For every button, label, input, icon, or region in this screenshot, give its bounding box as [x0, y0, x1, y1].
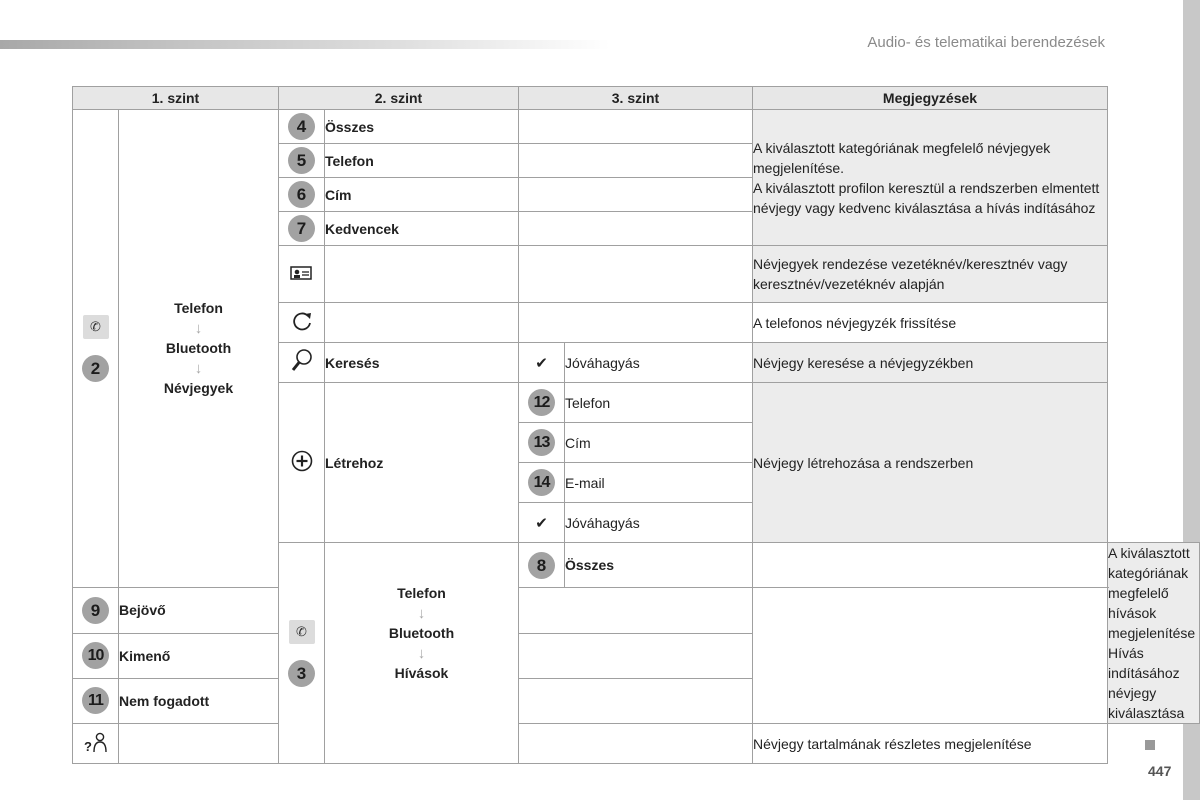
number-badge: 12	[528, 389, 555, 416]
menu-item-label: Cím	[325, 178, 519, 212]
submenu-label: E-mail	[565, 463, 753, 503]
menu-item-label: Bejövő	[119, 588, 279, 633]
submenu-label: Cím	[565, 423, 753, 463]
arrow-down-icon: ↓	[194, 320, 203, 338]
phone-handset-icon: ✆	[83, 315, 109, 339]
arrow-down-icon: ↓	[417, 644, 426, 662]
contact-card-icon	[279, 246, 325, 303]
menu-item-label: Összes	[325, 110, 519, 144]
note-text: A telefonos névjegyzék frissítése	[753, 303, 1108, 343]
plus-circle-icon	[279, 383, 325, 543]
arrow-down-icon: ↓	[194, 360, 203, 378]
level1-item: Bluetooth	[388, 624, 455, 641]
submenu-label: Jóváhagyás	[565, 343, 753, 383]
page-number: 447	[1148, 763, 1172, 779]
number-badge: 11	[82, 687, 109, 714]
number-badge: 8	[528, 552, 555, 579]
arrow-down-icon: ↓	[417, 604, 426, 622]
note-text: Névjegy keresése a névjegyzékben	[753, 343, 1108, 383]
header-level2: 2. szint	[279, 87, 519, 110]
level1-item: Hívások	[394, 664, 449, 681]
section-icon-cell	[73, 110, 119, 588]
number-badge: 9	[82, 597, 109, 624]
phone-handset-icon: ✆	[289, 620, 315, 644]
note-text: Névjegy létrehozása a rendszerben	[753, 383, 1108, 543]
number-badge: 14	[528, 469, 555, 496]
svg-text:?: ?	[83, 739, 92, 754]
level1-item: Telefon	[397, 584, 446, 601]
number-badge: 10	[82, 642, 109, 669]
header-bar	[0, 40, 610, 49]
menu-item-label: Kedvencek	[325, 212, 519, 246]
check-icon: ✔	[519, 343, 565, 383]
menu-item-label: Keresés	[325, 343, 519, 383]
header-notes: Megjegyzések	[753, 87, 1108, 110]
menu-item-label: Összes	[565, 543, 753, 588]
menu-item-label: Kimenő	[119, 633, 279, 678]
step-badge: 2	[82, 355, 109, 382]
header-level3: 3. szint	[519, 87, 753, 110]
section-icon-cell	[279, 543, 325, 764]
note-text: Névjegyek rendezése vezetéknév/keresztnév vagy keresztnév/vezetéknév alapján	[753, 246, 1108, 303]
refresh-icon	[279, 303, 325, 343]
level1-path	[119, 110, 279, 588]
step-badge: 3	[288, 660, 315, 687]
level1-item: Névjegyek	[163, 380, 234, 397]
magnifier-icon	[279, 343, 325, 383]
number-badge: 4	[288, 113, 315, 140]
submenu-label: Jóváhagyás	[565, 503, 753, 543]
menu-item-label: Létrehoz	[325, 383, 519, 543]
number-badge: 7	[288, 215, 315, 242]
number-badge: 6	[288, 181, 315, 208]
menu-item-label: Telefon	[325, 144, 519, 178]
menu-table	[72, 86, 1200, 764]
level1-item: Bluetooth	[165, 340, 232, 357]
section-title: Audio- és telematikai berendezések	[867, 34, 1105, 51]
note-text: Névjegy tartalmának részletes megjelenítése	[753, 724, 1108, 764]
check-icon: ✔	[519, 503, 565, 543]
contact-question-icon	[73, 724, 119, 764]
submenu-label: Telefon	[565, 383, 753, 423]
level1-item: Telefon	[174, 300, 223, 317]
note-text: A kiválasztott kategóriának megfelelő hívások megjelenítése Hívás indításához névjegy kiválasztása	[1108, 543, 1200, 724]
number-badge: 5	[288, 147, 315, 174]
menu-item-label: Nem fogadott	[119, 678, 279, 723]
header-level1: 1. szint	[73, 87, 279, 110]
note-text: A kiválasztott kategóriának megfelelő névjegyek megjelenítése. A kiválasztott profilon keresztül a rendszerben elmentett névjegy vagy kedvenc kiválasztása a hívás indításához	[753, 110, 1108, 246]
level1-path	[325, 543, 519, 764]
number-badge: 13	[528, 429, 555, 456]
